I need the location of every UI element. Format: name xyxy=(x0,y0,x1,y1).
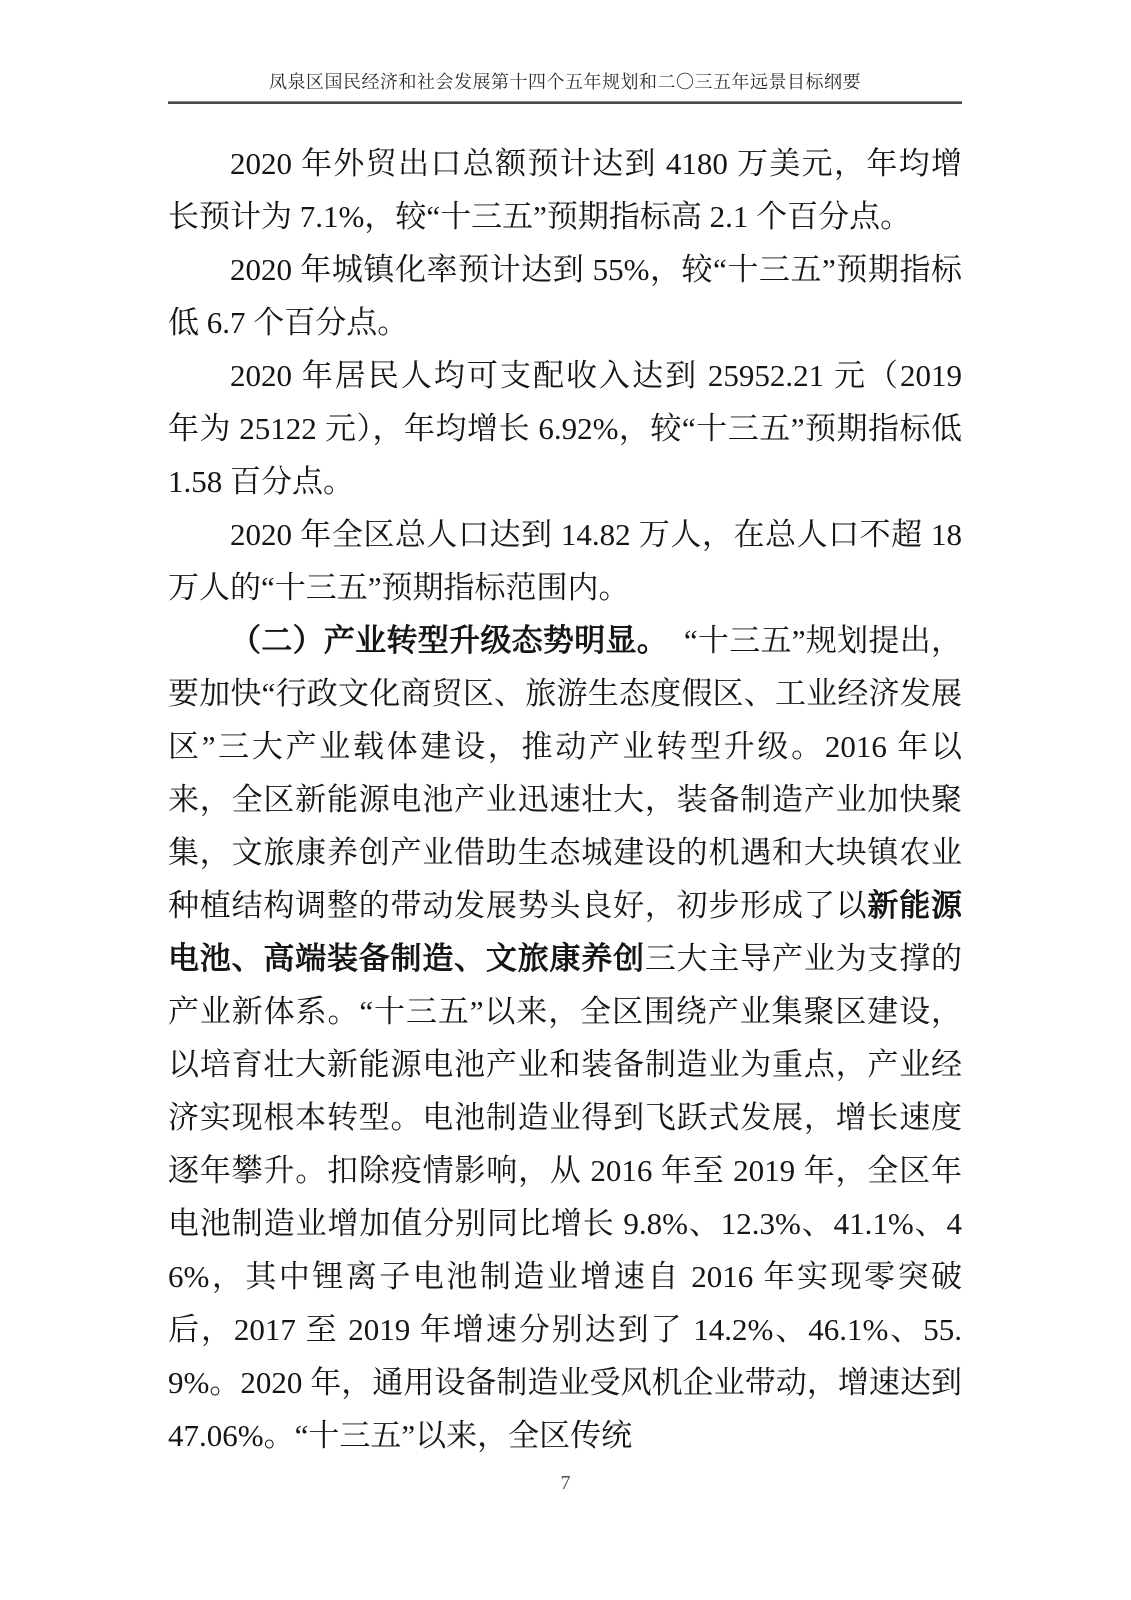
text-run: 2020 年居民人均可支配收入达到 25952.21 元（2019 年为 25122 元），年均增长 6.92%，较“十三五”预期指标低 1.58 百分点。 xyxy=(168,358,962,499)
body-paragraphs xyxy=(168,137,962,1462)
paragraph xyxy=(168,508,962,614)
paragraph xyxy=(168,137,962,243)
paragraph xyxy=(168,243,962,349)
page-number: 7 xyxy=(560,1472,571,1494)
paragraph xyxy=(168,349,962,508)
bold-text-run: 新能源电池、高端装备制造、文旅康养创 xyxy=(168,888,963,976)
header-divider-rule xyxy=(168,101,962,104)
text-run: “十三五”规划提出，要加快“行政文化商贸区、旅游生态度假区、工业经济发展区”三大产业载体建设，推动产业转型升级。2016 年以来，全区新能源电池产业迅速壮大，装备制造产业加快聚集，文旅康养创产业借助生态城建设的机遇和大块镇农业种植结构调整的带动发展势头良好，初步形成了以 xyxy=(168,623,962,923)
text-run: 2020 年全区总人口达到 14.82 万人，在总人口不超 18 万人的“十三五”预期指标范围内。 xyxy=(168,517,962,605)
bold-text-run: （二）产业转型升级态势明显。 xyxy=(230,623,653,658)
paragraph xyxy=(168,614,962,1462)
text-run: 2020 年外贸出口总额预计达到 4180 万美元，年均增长预计为 7.1%，较“十三五”预期指标高 2.1 个百分点。 xyxy=(168,146,962,234)
page-header-title: 凤泉区国民经济和社会发展第十四个五年规划和二〇三五年远景目标纲要 xyxy=(269,72,861,92)
text-run: 2020 年城镇化率预计达到 55%，较“十三五”预期指标低 6.7 个百分点。 xyxy=(168,252,962,340)
text-run: 三大主导产业为支撑的产业新体系。“十三五”以来，全区围绕产业集聚区建设，以培育壮大新能源电池产业和装备制造业为重点，产业经济实现根本转型。电池制造业得到飞跃式发展，增长速度逐年攀升。扣除疫情影响，从 2016 年至 2019 年，全区年电池制造业增加值分别同比增长 9.8%、12.3%、41.1%、46%，其中锂离子电池制造业增速自 2016 年实现零突破后，2017 至 2019 年增速分别达到了 14.2%、46.1%、55.9%。2020 年，通用设备制造业受风机企业带动，增速达到 47.06%。“十三五”以来，全区传统 xyxy=(168,941,962,1453)
